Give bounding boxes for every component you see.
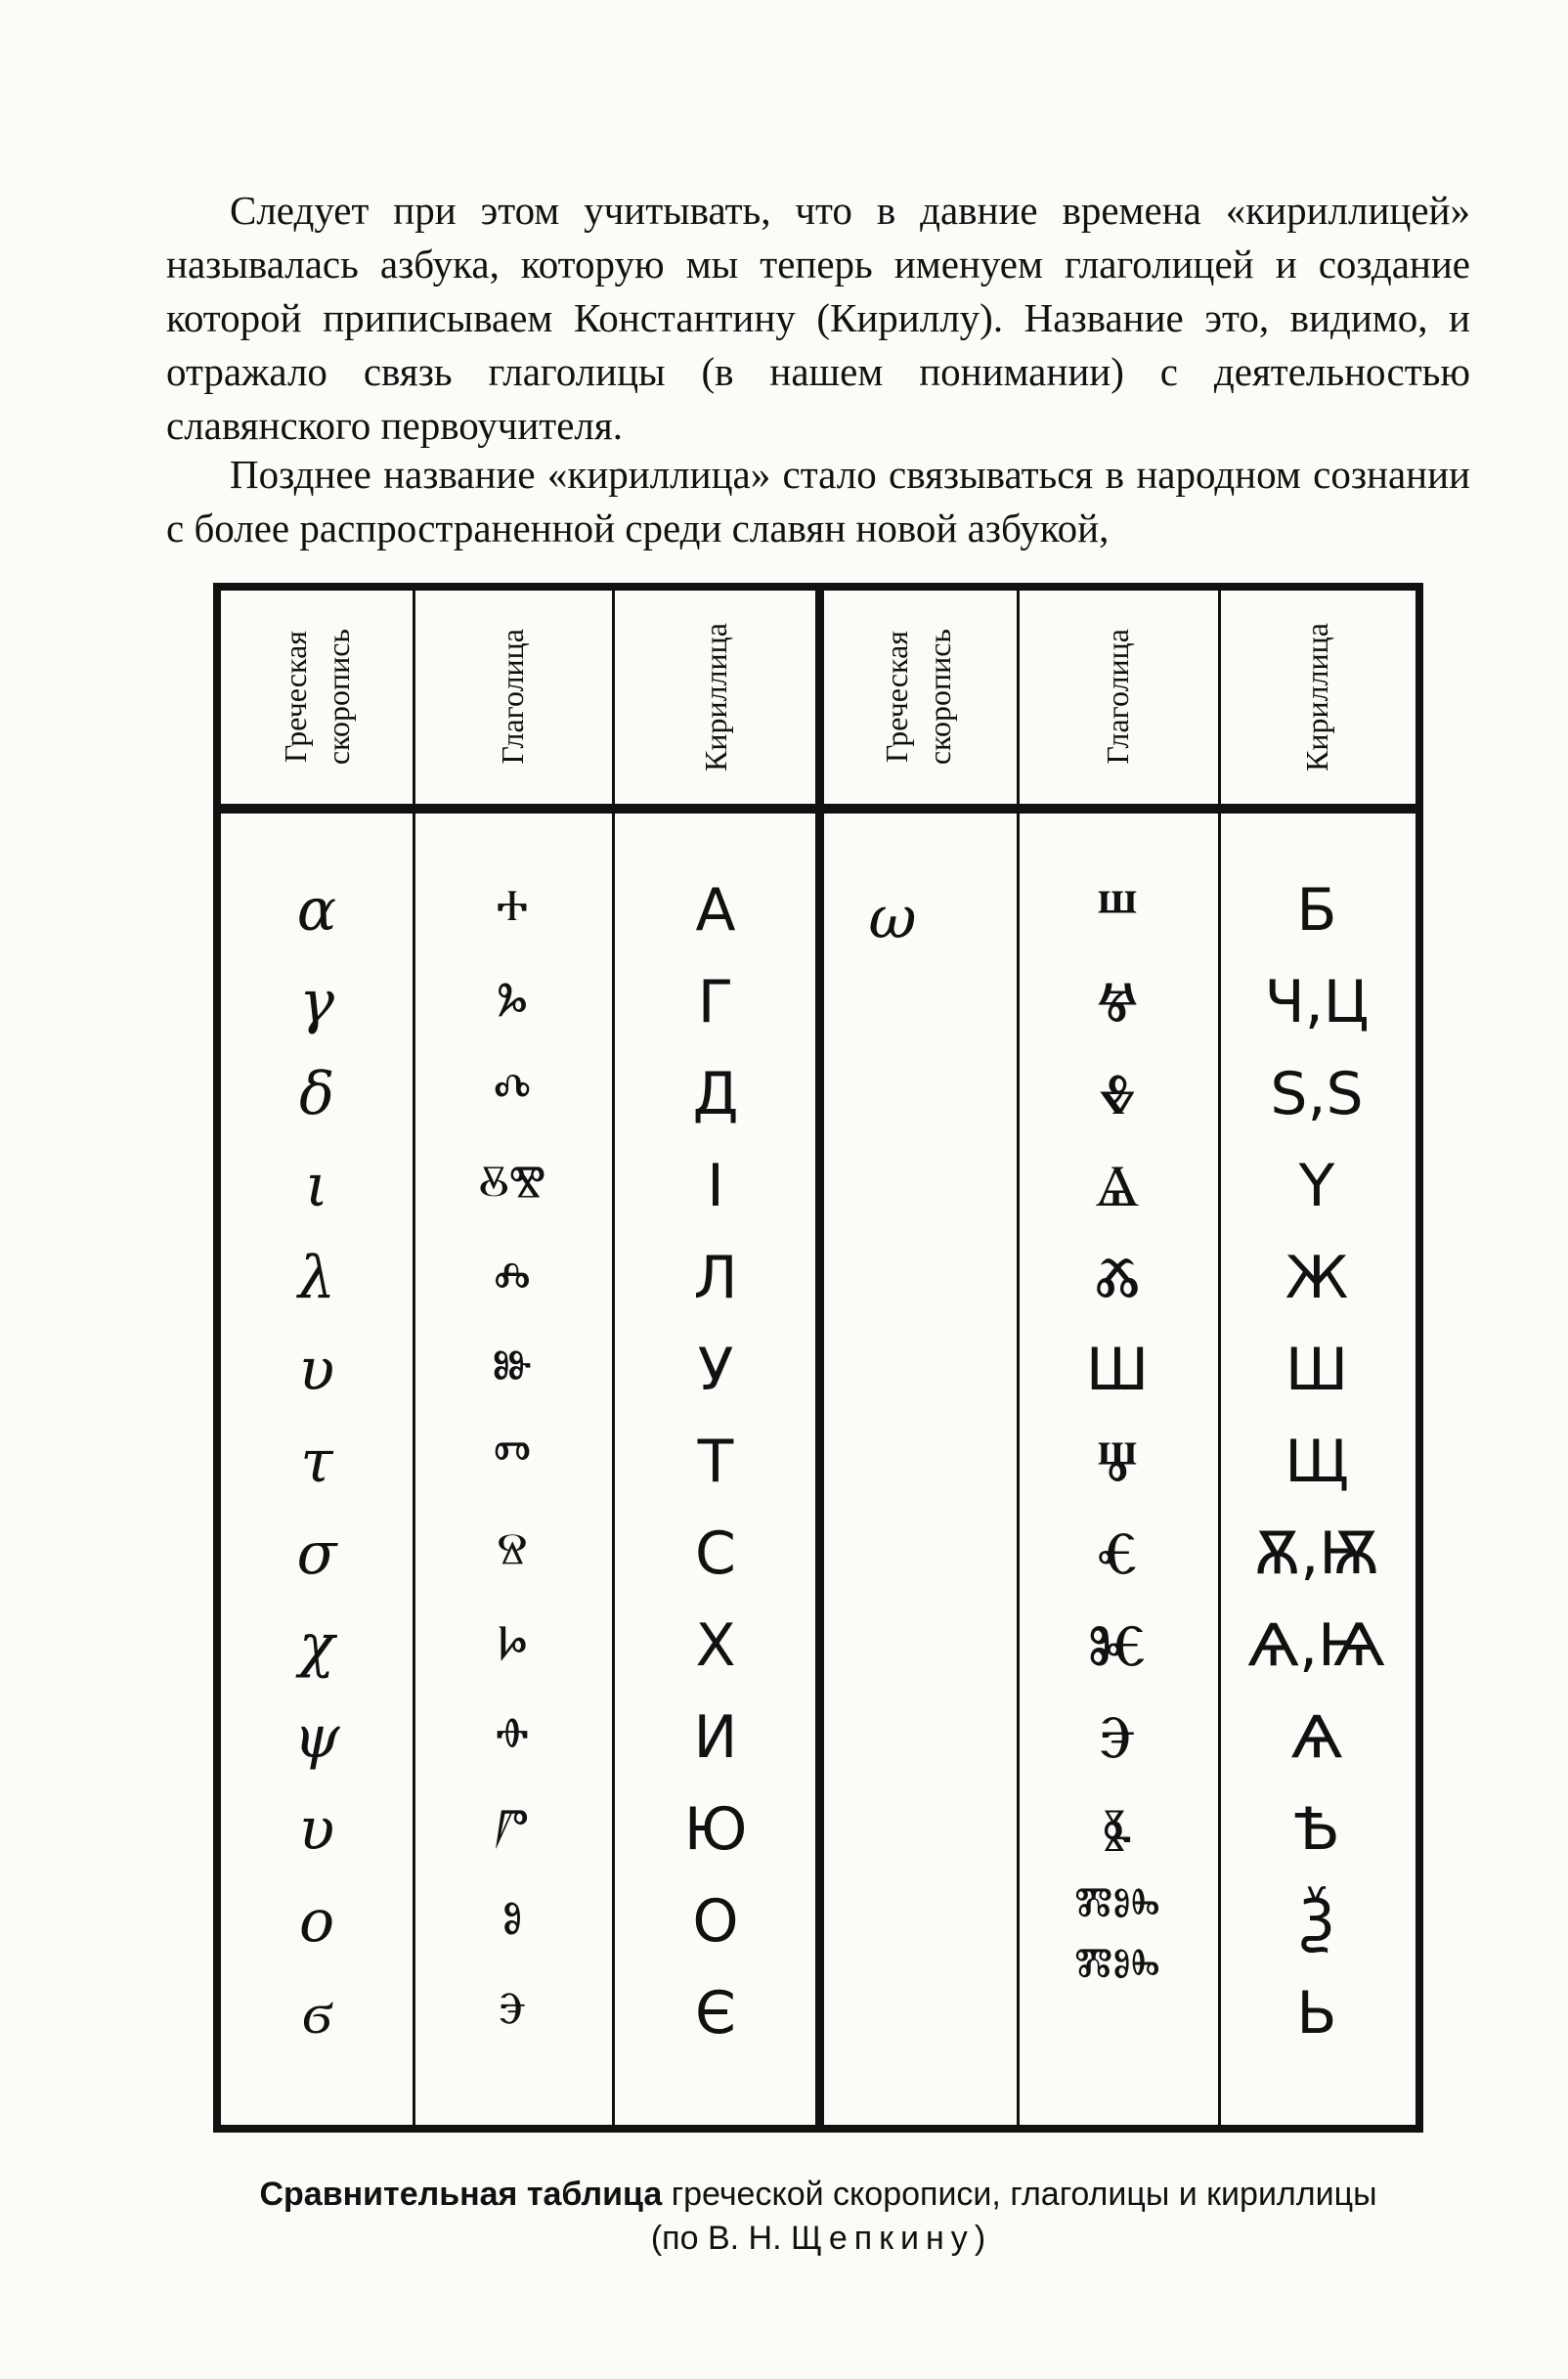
caption-author: Щепкину: [790, 2220, 975, 2257]
glyph-cell: Ⱋ: [1096, 1428, 1139, 1496]
glyph-cell: ⰻⰺ: [478, 1152, 546, 1220]
glyph-cell: Ⱍ: [1095, 968, 1140, 1036]
glyph-cell: Л: [693, 1244, 738, 1312]
glyph-cell: Ь: [1296, 1979, 1337, 2048]
glyph-cell: ⱚ: [495, 1703, 530, 1772]
glyph-cell: ⰰ: [496, 876, 529, 945]
glyph-cell: Є: [695, 1979, 736, 2048]
glyph-cell: Ⱛ: [1102, 1795, 1133, 1864]
column-glagolitic-2: [1017, 864, 1218, 1997]
glyph-cell: Т: [697, 1428, 734, 1496]
glyph-cell: Ⱎ: [1096, 876, 1139, 945]
glyph-cell: Ш: [1085, 1336, 1150, 1404]
glyph-cell: У: [697, 1336, 734, 1404]
glyph-cell: Ѕ,S: [1270, 1060, 1364, 1128]
glyph-cell: Ⱘ: [1088, 1611, 1147, 1680]
glyph-cell: Ѣ: [1293, 1795, 1340, 1864]
glyph-cell: ⱆ: [492, 1336, 533, 1404]
glyph-cell: ι: [305, 1152, 328, 1220]
glyph-cell: Ⱑ: [1094, 1152, 1141, 1220]
glyph-cell: Щ: [1285, 1428, 1349, 1496]
glyph-cell: Ѧ: [1290, 1703, 1343, 1772]
glyph-cell: О: [692, 1887, 739, 1956]
glyph-cell: ⰾ: [494, 1244, 531, 1312]
glyph-cell: Б: [1296, 876, 1337, 945]
glyph-cell: ⰴ: [493, 1060, 532, 1128]
glyph-cell: ⰵ: [498, 1979, 527, 2048]
glyph-cell: І: [707, 1152, 724, 1220]
caption-prefix: (по В. Н.: [650, 2220, 791, 2257]
comparison-table: [213, 583, 1423, 2133]
glyph-cell: Ⱔ: [1096, 1520, 1139, 1588]
caption-suffix: ): [974, 2220, 986, 2257]
column-greek-1: [221, 864, 413, 2059]
glyph-cell: υ: [298, 1795, 335, 1864]
glyph-cell: ⱈ: [497, 1611, 528, 1680]
glyph-cell: Ⰵ: [1098, 1703, 1137, 1772]
glyph-cell: Ү: [1298, 1152, 1335, 1220]
glyph-cell: ⰿⱁⰸ: [1074, 1874, 1160, 1936]
glyph-cell: Ю: [683, 1795, 748, 1864]
glyph-cell: Ѫ,Ѭ: [1254, 1520, 1379, 1588]
glyph-cell: σ: [296, 1520, 337, 1588]
paragraph-2: Позднее название «кириллица» стало связываться в народном сознании с более распространенной среди славян новой азбукой,: [166, 452, 1470, 551]
glyph-cell: υ: [298, 1336, 335, 1404]
header-cell-5: Глаголица: [1100, 629, 1135, 765]
header-cell-2: Глаголица: [495, 629, 530, 765]
glyph-cell: ⱅ: [493, 1428, 532, 1496]
column-glagolitic-1: [413, 864, 612, 2059]
glyph-cell: ⱓ: [496, 1795, 529, 1864]
glyph-cell: δ: [298, 1060, 335, 1128]
glyph-cell: ϭ: [302, 1979, 331, 2048]
header-cell-4: Греческая скоропись: [879, 628, 957, 766]
glyph-cell: Г: [697, 968, 734, 1036]
header-cell-3: Кириллица: [698, 622, 733, 771]
glyph-cell: χ: [298, 1611, 335, 1680]
glyph-cell: γ: [299, 968, 334, 1036]
caption-bold: Сравнительная таблица: [259, 2176, 663, 2213]
glyph-cell: С: [695, 1520, 736, 1588]
glyph-cell: ⰿⱁⰸ: [1074, 1935, 1160, 1997]
glyph-cell: Ⰷ: [1098, 1060, 1137, 1128]
glyph-cell: ω: [868, 884, 917, 952]
column-cyrillic-2: [1218, 864, 1416, 2059]
glyph-cell: И: [693, 1703, 738, 1772]
glyph-cell: ⱁ: [501, 1887, 523, 1956]
glyph-cell: Ѯ: [1297, 1887, 1336, 1956]
glyph-cell: Ш: [1285, 1336, 1349, 1404]
glyph-cell: Х: [695, 1611, 736, 1680]
glyph-cell: Ѧ,Ѩ: [1247, 1611, 1386, 1680]
glyph-cell: α: [296, 876, 337, 945]
glyph-cell: ο: [298, 1887, 335, 1956]
table-caption: [166, 2173, 1470, 2260]
column-cyrillic-1: [612, 864, 819, 2059]
glyph-cell: ⰳ: [497, 968, 528, 1036]
caption-rest: греческой скорописи, глаголицы и кириллицы: [662, 2176, 1377, 2213]
header-cell-1: Греческая скоропись: [278, 628, 356, 766]
glyph-cell: Д: [692, 1060, 739, 1128]
glyph-cell: λ: [297, 1244, 336, 1312]
glyph-cell: А: [695, 876, 736, 945]
header-cell-6: Кириллица: [1299, 622, 1334, 771]
glyph-cell: ψ: [293, 1703, 340, 1772]
glyph-cell: Ч,Ц: [1264, 968, 1370, 1036]
paragraph-1: Следует при этом учитывать, что в давние времена «кириллицей» называлась азбука, которую мы теперь именуем глаголицей и создание которой приписываем Константину (Кириллу). Название это, видимо, и отражало связь глаголицы (в нашем понимании) с деятельностью славянского первоучителя.: [166, 188, 1470, 448]
glyph-cell: Ж: [1285, 1244, 1349, 1312]
glyph-cell: τ: [300, 1428, 333, 1496]
glyph-cell: Ⰶ: [1094, 1244, 1141, 1312]
column-greek-2: [824, 884, 961, 952]
glyph-cell: ⱄ: [497, 1520, 528, 1588]
